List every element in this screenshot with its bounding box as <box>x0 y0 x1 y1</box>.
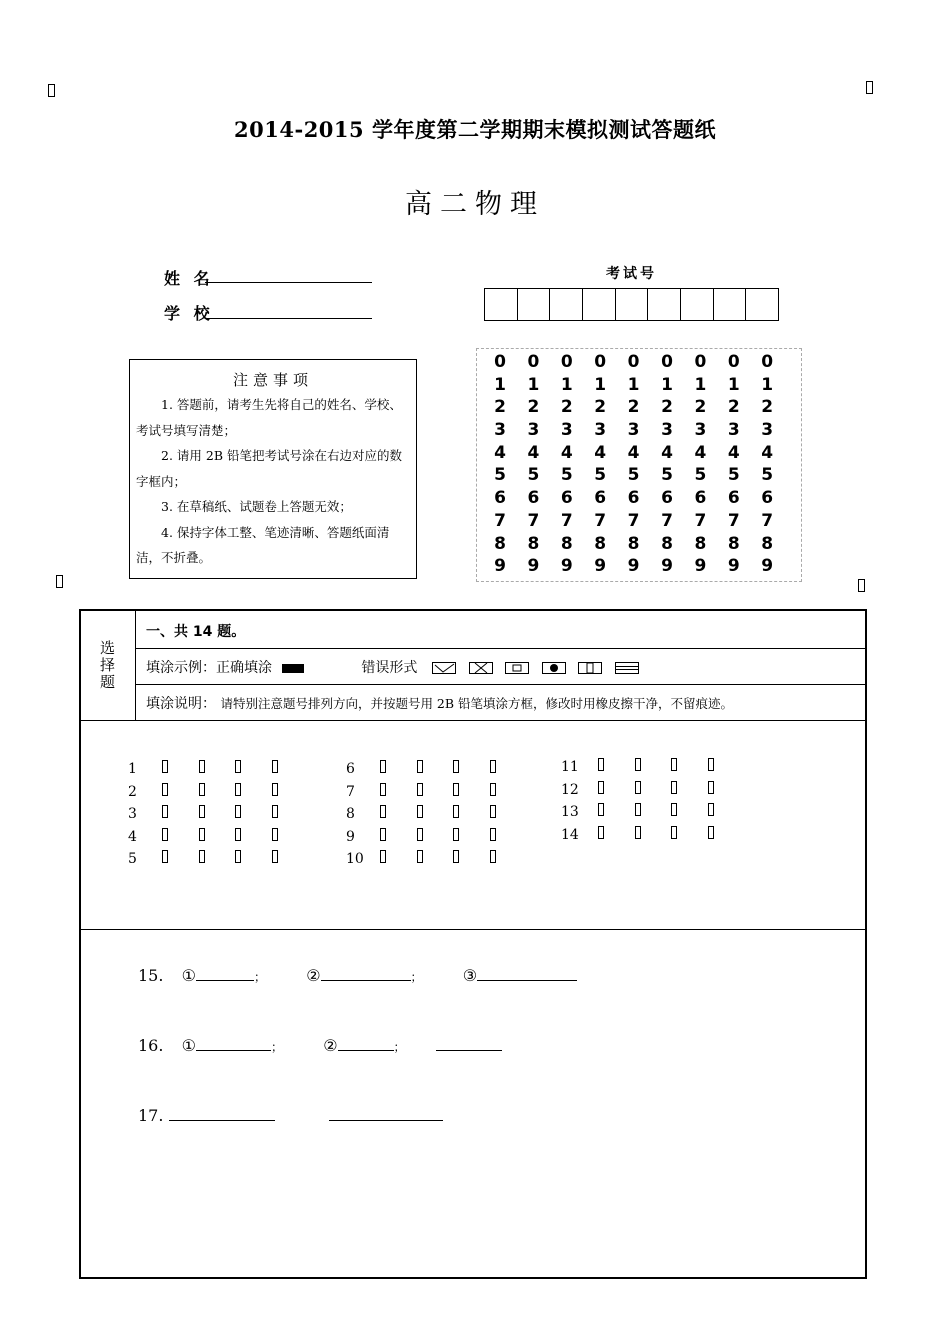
question-15-part2-label: ② <box>306 966 321 985</box>
exam-number-box[interactable] <box>485 289 518 320</box>
choice-bubble[interactable] <box>380 805 386 818</box>
choice-bubble[interactable] <box>453 850 459 863</box>
wrong-form-label: 错误形式 <box>361 660 418 676</box>
question-15 <box>138 966 577 985</box>
digit-bubble[interactable]: 1 <box>661 374 673 395</box>
choice-bubble[interactable] <box>598 781 604 794</box>
digit-bubble[interactable]: 0 <box>727 352 740 372</box>
digit-bubble[interactable]: 9 <box>761 556 774 577</box>
choice-bubble[interactable] <box>162 850 168 863</box>
digit-bubble[interactable]: 8 <box>594 533 607 554</box>
choice-bubble[interactable] <box>162 828 168 841</box>
notice-item-4: 4. 保持字体工整、笔迹清晰、答题纸面清洁，不折叠。 <box>136 524 390 565</box>
question-15-blank-1[interactable] <box>196 966 254 981</box>
choice-bubble[interactable] <box>671 758 677 771</box>
wrong-partial-mark-icon <box>505 662 529 674</box>
choice-bubble[interactable] <box>598 758 604 771</box>
digit-bubble[interactable]: 5 <box>661 465 673 486</box>
question-17 <box>138 1106 443 1125</box>
page-title: 2014-2015 学年度第二学期期末模拟测试答题纸 <box>234 117 716 142</box>
digit-bubble[interactable]: 9 <box>694 556 707 577</box>
choice-bubble[interactable] <box>671 826 677 839</box>
digit-bubble[interactable]: 7 <box>761 510 774 531</box>
exam-number-boxes <box>484 288 779 321</box>
notice-item-1: 1. 答题前，请考生先将自己的姓名、学校、考试号填写清楚； <box>136 397 402 438</box>
digit-bubble[interactable]: 0 <box>594 352 607 372</box>
digit-bubble[interactable]: 1 <box>594 374 607 395</box>
digit-bubble[interactable]: 1 <box>694 374 707 395</box>
digit-bubble[interactable]: 8 <box>494 533 506 554</box>
digit-bubble[interactable]: 6 <box>761 488 774 509</box>
choice-bubble[interactable] <box>199 760 205 773</box>
choice-bubble[interactable] <box>162 805 168 818</box>
digit-bubble[interactable]: 9 <box>527 556 540 577</box>
question-17-number: 17. <box>138 1106 164 1125</box>
choice-bubble[interactable] <box>708 758 714 771</box>
corner-mark-mid-left <box>56 575 63 588</box>
digit-bubble[interactable]: 9 <box>560 556 573 577</box>
digit-bubble[interactable]: 2 <box>527 397 540 418</box>
choice-bubble[interactable] <box>162 783 168 796</box>
digit-bubble[interactable]: 6 <box>727 488 740 509</box>
digit-bubble[interactable]: 4 <box>594 442 607 463</box>
wrong-cross-mark-icon <box>469 662 493 674</box>
choice-bubble[interactable] <box>490 760 496 773</box>
digit-bubble[interactable]: 6 <box>694 488 707 509</box>
digit-bubble[interactable]: 5 <box>594 465 607 486</box>
digit-bubble[interactable]: 9 <box>494 556 506 577</box>
school-label: 学 校 <box>164 304 214 323</box>
digit-bubble[interactable]: 9 <box>627 556 640 577</box>
notice-title: 注意事项 <box>232 371 313 389</box>
digit-bubble[interactable]: 4 <box>661 442 673 463</box>
digit-bubble[interactable]: 0 <box>694 352 707 372</box>
choice-question-number: 10 <box>346 851 364 868</box>
choice-bubble[interactable] <box>490 850 496 863</box>
choice-bubble[interactable] <box>235 760 241 773</box>
digit-bubble[interactable]: 7 <box>727 510 740 531</box>
exam-number-box[interactable] <box>550 289 583 320</box>
wrong-half-mark-icon <box>578 662 602 674</box>
choice-question-number: 11 <box>561 759 579 775</box>
digit-bubble[interactable]: 2 <box>727 397 740 418</box>
digit-bubble[interactable]: 5 <box>527 465 540 486</box>
digit-bubble[interactable]: 9 <box>727 556 740 577</box>
digit-bubble[interactable]: 0 <box>627 352 640 372</box>
choice-bubble[interactable] <box>453 828 459 841</box>
exam-number-box[interactable] <box>648 289 681 320</box>
question-15-blank-3[interactable] <box>477 966 577 981</box>
question-15-sep-2: ； <box>410 970 423 984</box>
question-16-blank-3[interactable] <box>436 1036 502 1051</box>
question-15-blank-2[interactable] <box>321 966 411 981</box>
digit-bubble[interactable]: 2 <box>494 397 506 418</box>
digit-column <box>523 351 543 578</box>
question-16 <box>138 1036 502 1055</box>
digit-bubble[interactable]: 4 <box>627 442 640 463</box>
name-field[interactable] <box>205 282 372 283</box>
digit-bubble[interactable]: 6 <box>527 488 540 509</box>
choice-bubble[interactable] <box>162 760 168 773</box>
digit-bubble[interactable]: 8 <box>694 533 707 554</box>
choice-bubble[interactable] <box>235 783 241 796</box>
digit-bubble[interactable]: 4 <box>761 442 774 463</box>
choice-bubble[interactable] <box>235 850 241 863</box>
choice-bubble[interactable] <box>380 828 386 841</box>
exam-number-box[interactable] <box>746 289 778 320</box>
exam-number-box[interactable] <box>714 289 747 320</box>
choice-bubble[interactable] <box>708 826 714 839</box>
choice-bubble[interactable] <box>708 803 714 816</box>
choice-bubble[interactable] <box>490 828 496 841</box>
choice-question-number: 13 <box>561 804 579 821</box>
digit-column <box>490 351 510 578</box>
choice-bubble[interactable] <box>199 850 205 863</box>
subject-title: 高二物理 <box>405 189 545 220</box>
exam-number-box[interactable] <box>616 289 649 320</box>
digit-bubble[interactable]: 2 <box>694 397 707 418</box>
digit-bubble[interactable]: 3 <box>761 420 774 441</box>
question-17-blank-2[interactable] <box>329 1106 443 1121</box>
choice-bubble[interactable] <box>417 760 423 773</box>
digit-bubble[interactable]: 0 <box>661 352 673 372</box>
digit-bubble[interactable]: 8 <box>560 533 573 554</box>
digit-bubble[interactable]: 7 <box>560 510 573 531</box>
digit-bubble[interactable]: 5 <box>761 465 774 486</box>
notice-item-2: 2. 请用 2B 铅笔把考试号涂在右边对应的数字框内； <box>136 448 402 489</box>
digit-bubble[interactable]: 6 <box>627 488 640 509</box>
school-field[interactable] <box>205 318 372 319</box>
corner-mark-mid-right <box>858 579 865 592</box>
digit-bubble[interactable]: 5 <box>727 465 740 486</box>
digit-bubble[interactable]: 0 <box>494 352 506 372</box>
digit-column <box>557 351 577 578</box>
digit-bubble[interactable]: 7 <box>694 510 707 531</box>
digit-bubble[interactable]: 2 <box>560 397 573 418</box>
choice-question-number: 5 <box>128 851 137 868</box>
digit-bubble[interactable]: 6 <box>661 488 673 509</box>
question-17-blank-1[interactable] <box>169 1106 275 1121</box>
choice-bubble[interactable] <box>635 781 641 794</box>
choice-bubble[interactable] <box>417 783 423 796</box>
question-15-sep-1: ； <box>253 970 266 984</box>
digit-bubble[interactable]: 8 <box>761 533 774 554</box>
digit-bubble[interactable]: 7 <box>627 510 640 531</box>
choice-bubble[interactable] <box>598 803 604 816</box>
choice-bubble[interactable] <box>235 805 241 818</box>
question-16-sep-1: ； <box>270 1040 283 1054</box>
choice-question-number: 9 <box>346 828 355 845</box>
exam-number-digit-grid <box>476 348 802 582</box>
digit-bubble[interactable]: 4 <box>694 442 707 463</box>
notice-box <box>129 359 417 579</box>
digit-bubble[interactable]: 1 <box>560 374 573 395</box>
choice-question-number: 3 <box>128 806 137 823</box>
digit-bubble[interactable]: 0 <box>527 352 540 372</box>
choice-bubble[interactable] <box>635 826 641 839</box>
digit-bubble[interactable]: 2 <box>661 397 673 418</box>
choice-bubble[interactable] <box>272 760 278 773</box>
digit-bubble[interactable]: 4 <box>527 442 540 463</box>
question-16-number: 16. <box>138 1036 164 1055</box>
digit-bubble[interactable]: 4 <box>494 442 506 463</box>
digit-bubble[interactable]: 8 <box>527 533 540 554</box>
choice-bubble[interactable] <box>635 758 641 771</box>
fill-instruction-label: 填涂说明： <box>146 696 216 712</box>
question-16-sep-2: ； <box>393 1040 406 1054</box>
choice-bubble[interactable] <box>417 850 423 863</box>
digit-bubble[interactable]: 8 <box>661 533 673 554</box>
choice-bubble[interactable] <box>272 805 278 818</box>
digit-column <box>724 351 744 578</box>
digit-bubble[interactable]: 1 <box>627 374 640 395</box>
choice-bubble[interactable] <box>453 805 459 818</box>
choice-bubble[interactable] <box>199 828 205 841</box>
choice-bubble[interactable] <box>272 850 278 863</box>
digit-bubble[interactable]: 8 <box>627 533 640 554</box>
correct-fill-sample-icon <box>282 664 304 673</box>
digit-column <box>690 351 710 578</box>
choice-question-number: 8 <box>346 806 355 823</box>
digit-bubble[interactable]: 8 <box>727 533 740 554</box>
choice-bubble[interactable] <box>417 828 423 841</box>
exam-number-box[interactable] <box>583 289 616 320</box>
digit-bubble[interactable]: 4 <box>560 442 573 463</box>
choice-bubble[interactable] <box>671 781 677 794</box>
digit-bubble[interactable]: 7 <box>527 510 540 531</box>
header-divider-1 <box>136 648 866 649</box>
digit-bubble[interactable]: 6 <box>494 488 506 509</box>
corner-mark-top-left <box>48 84 55 97</box>
wrong-line-mark-icon <box>615 662 639 674</box>
digit-bubble[interactable]: 2 <box>594 397 607 418</box>
question-15-number: 15. <box>138 966 164 985</box>
digit-bubble[interactable]: 3 <box>627 420 640 441</box>
digit-bubble[interactable]: 5 <box>494 465 506 486</box>
digit-bubble[interactable]: 5 <box>627 465 640 486</box>
choice-question-number: 1 <box>128 761 137 777</box>
notice-item-3: 3. 在草稿纸、试题卷上答题无效； <box>161 499 352 514</box>
digit-column <box>757 351 777 578</box>
digit-bubble[interactable]: 1 <box>727 374 740 395</box>
question-16-blank-2[interactable] <box>338 1036 394 1051</box>
digit-bubble[interactable]: 2 <box>627 397 640 418</box>
digit-bubble[interactable]: 5 <box>560 465 573 486</box>
corner-mark-top-right <box>866 81 873 94</box>
digit-bubble[interactable]: 1 <box>761 374 774 395</box>
digit-column <box>590 351 610 578</box>
header-divider-3 <box>80 720 866 721</box>
choice-bubble[interactable] <box>453 760 459 773</box>
choice-bubble[interactable] <box>635 803 641 816</box>
choice-bubble[interactable] <box>380 850 386 863</box>
wrong-dot-mark-icon <box>542 662 566 674</box>
question-15-part3-label: ③ <box>462 966 478 985</box>
exam-number-label: 考试号 <box>606 266 657 282</box>
digit-bubble[interactable]: 3 <box>560 420 573 441</box>
header-divider-2 <box>136 684 866 685</box>
digit-bubble[interactable]: 3 <box>661 420 673 441</box>
choice-bubble[interactable] <box>453 783 459 796</box>
choice-question-number: 2 <box>128 783 137 800</box>
choice-question-number: 12 <box>561 781 579 798</box>
choice-bubble[interactable] <box>235 828 241 841</box>
choice-bubble[interactable] <box>598 826 604 839</box>
question-16-blank-1[interactable] <box>196 1036 271 1051</box>
choice-question-number: 4 <box>128 828 137 845</box>
digit-bubble[interactable]: 0 <box>761 352 774 372</box>
digit-bubble[interactable]: 7 <box>661 510 673 531</box>
wrong-check-mark-icon <box>432 662 456 674</box>
choice-bubble[interactable] <box>380 783 386 796</box>
digit-bubble[interactable]: 7 <box>494 510 506 531</box>
choice-side-label: 选择题 <box>99 639 115 691</box>
digit-bubble[interactable]: 3 <box>594 420 607 441</box>
section-divider <box>80 929 866 930</box>
choice-question-number: 14 <box>561 826 579 843</box>
digit-bubble[interactable]: 4 <box>727 442 740 463</box>
question-16-part2-label: ② <box>323 1036 338 1055</box>
digit-bubble[interactable]: 6 <box>560 488 573 509</box>
name-label: 姓 名 <box>164 269 214 288</box>
digit-bubble[interactable]: 3 <box>494 420 506 441</box>
exam-number-box[interactable] <box>681 289 714 320</box>
choice-section-title: 一、共 14 题。 <box>146 624 246 640</box>
choice-question-number: 6 <box>346 761 355 777</box>
digit-bubble[interactable]: 9 <box>594 556 607 577</box>
fill-example-row <box>146 657 647 677</box>
fill-instruction-text: 请特别注意题号排列方向，并按题号用 2B 铅笔填涂方框，修改时用橡皮擦干净，不留痕迹。 <box>220 696 734 711</box>
choice-bubble[interactable] <box>199 783 205 796</box>
digit-column <box>624 351 644 578</box>
digit-bubble[interactable]: 9 <box>661 556 673 577</box>
choice-bubble[interactable] <box>490 805 496 818</box>
choice-bubble[interactable] <box>272 828 278 841</box>
choice-bubble[interactable] <box>199 805 205 818</box>
digit-bubble[interactable]: 3 <box>727 420 740 441</box>
question-16-part1-label: ① <box>181 1036 196 1055</box>
digit-bubble[interactable]: 0 <box>560 352 573 372</box>
digit-bubble[interactable]: 3 <box>527 420 540 441</box>
digit-bubble[interactable]: 1 <box>494 374 506 395</box>
exam-number-box[interactable] <box>518 289 551 320</box>
fill-instruction-row <box>146 693 733 713</box>
choice-bubble[interactable] <box>708 781 714 794</box>
digit-column <box>657 351 677 578</box>
choice-bubble[interactable] <box>417 805 423 818</box>
fill-example-label: 填涂示例：正确填涂 <box>146 660 272 676</box>
digit-bubble[interactable]: 3 <box>694 420 707 441</box>
choice-bubble[interactable] <box>490 783 496 796</box>
digit-bubble[interactable]: 2 <box>761 397 774 418</box>
digit-bubble[interactable]: 5 <box>694 465 707 486</box>
question-15-part1-label: ① <box>181 966 196 985</box>
digit-bubble[interactable]: 7 <box>594 510 607 531</box>
choice-question-number: 7 <box>346 783 355 800</box>
choice-bubble[interactable] <box>671 803 677 816</box>
digit-bubble[interactable]: 1 <box>527 374 540 395</box>
choice-bubble[interactable] <box>272 783 278 796</box>
choice-bubble[interactable] <box>380 760 386 773</box>
digit-bubble[interactable]: 6 <box>594 488 607 509</box>
